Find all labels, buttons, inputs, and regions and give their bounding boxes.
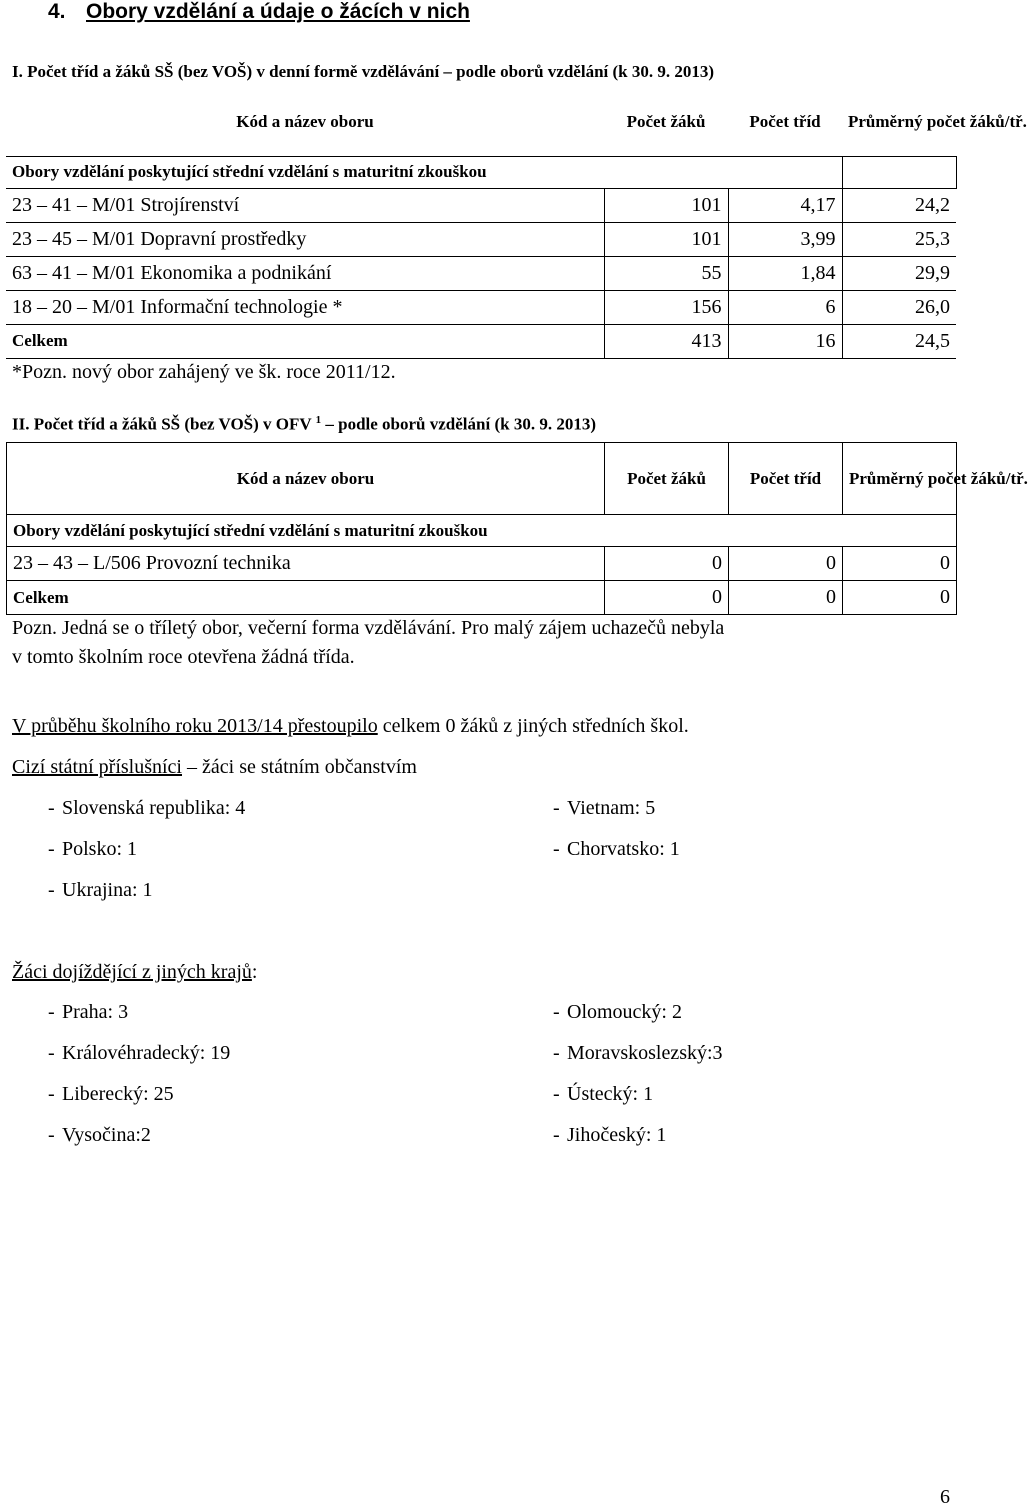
- transfer-text: celkem 0 žáků z jiných středních škol.: [377, 715, 689, 737]
- table2-caption: [12, 414, 596, 435]
- table1-header-classes: Počet tříd: [749, 111, 821, 131]
- table1-cell: 18 – 20 – M/01 Informační technologie *: [6, 290, 604, 324]
- table-row: [7, 547, 957, 581]
- commuters-heading: [12, 961, 257, 984]
- table1-section-empty: [842, 156, 956, 188]
- table1-cell: 4,17: [728, 188, 842, 222]
- table2-cell: 23 – 43 – L/506 Provozní technika: [7, 547, 605, 581]
- table2-cell: 0: [843, 547, 957, 581]
- list-item: - Chorvatsko: 1: [553, 838, 680, 860]
- table1-cell: 101: [604, 222, 728, 256]
- table1-total-cell: 16: [728, 324, 842, 358]
- section-heading: [48, 0, 470, 24]
- table-row: [6, 290, 956, 324]
- table1-cell: 6: [728, 290, 842, 324]
- table1-header-average: Průměrný počet žáků/tř.: [848, 111, 1027, 131]
- list-item: - Vietnam: 5: [553, 797, 656, 819]
- page-number: 6: [940, 1486, 950, 1508]
- table1-total-label: Celkem: [6, 324, 604, 358]
- table2-caption-text: II. Počet tříd a žáků SŠ (bez VOŠ) v OFV: [12, 414, 312, 434]
- table1-cell: 23 – 41 – M/01 Strojírenství: [6, 188, 604, 222]
- table1-cell: 55: [604, 256, 728, 290]
- list-item: - Slovenská republika: 4: [48, 797, 246, 819]
- table1-header-name: Kód a název oboru: [236, 111, 374, 131]
- list-item: - Ústecký: 1: [553, 1083, 654, 1105]
- list-item: - Ukrajina: 1: [48, 879, 153, 901]
- table2-total-cell: 0: [605, 581, 729, 615]
- foreign-heading: [12, 756, 417, 779]
- table1-total-row: [6, 324, 956, 358]
- table2-caption-footnote: 1: [315, 414, 322, 426]
- commuters-label: Žáci dojíždějící z jiných krajů: [12, 961, 252, 983]
- list-item: - Polsko: 1: [48, 838, 138, 860]
- table1-cell: 26,0: [842, 290, 956, 324]
- table1-cell: 29,9: [842, 256, 956, 290]
- commuters-colon: :: [251, 961, 258, 983]
- table2-total-label: Celkem: [7, 581, 605, 615]
- table2-header-students: Počet žáků: [605, 443, 729, 515]
- table1-cell: 156: [604, 290, 728, 324]
- transfer-paragraph: [12, 715, 689, 738]
- table1-total-cell: 413: [604, 324, 728, 358]
- list-item: - Jihočeský: 1: [553, 1124, 667, 1146]
- table1-cell: 63 – 41 – M/01 Ekonomika a podnikání: [6, 256, 604, 290]
- table1-cell: 24,2: [842, 188, 956, 222]
- table2-total-row: [7, 581, 957, 615]
- table1-cell: 25,3: [842, 222, 956, 256]
- table2-total-cell: 0: [729, 581, 843, 615]
- table1-cell: 3,99: [728, 222, 842, 256]
- table1: [6, 88, 1027, 359]
- table1-cell: 23 – 45 – M/01 Dopravní prostředky: [6, 222, 604, 256]
- foreign-label: Cizí státní příslušníci: [12, 756, 182, 778]
- table1-total-cell: 24,5: [842, 324, 956, 358]
- list-item: - Vysočina:2: [48, 1124, 151, 1146]
- list-item: - Liberecký: 25: [48, 1083, 174, 1105]
- table1-cell: 1,84: [728, 256, 842, 290]
- list-item: - Moravskoslezský:3: [553, 1042, 723, 1064]
- foreign-text: – žáci se státním občanstvím: [182, 756, 417, 778]
- table1-cell: 101: [604, 188, 728, 222]
- table1-header-students: Počet žáků: [626, 111, 706, 131]
- table2-caption-tail: – podle oborů vzdělání (k 30. 9. 2013): [321, 414, 596, 434]
- transfer-label: V průběhu školního roku 2013/14 přestoupilo: [12, 715, 378, 737]
- table2-note-line2: v tomto školním roce otevřena žádná třída.: [12, 646, 355, 668]
- table2-header-classes: Počet tříd: [729, 443, 843, 515]
- table2-note-line1: Pozn. Jedná se o tříletý obor, večerní forma vzdělávání. Pro malý zájem uchazečů nebyla: [12, 617, 725, 639]
- list-item: - Olomoucký: 2: [553, 1001, 682, 1023]
- list-item: - Praha: 3: [48, 1001, 129, 1023]
- table2-cell: 0: [605, 547, 729, 581]
- table1-caption: I. Počet tříd a žáků SŠ (bez VOŠ) v denní formě vzdělávání – podle oborů vzdělání (k 30. 9. 2013): [12, 62, 715, 81]
- table1-section-label: Obory vzdělání poskytující střední vzdělání s maturitní zkouškou: [6, 156, 842, 188]
- table2-total-cell: 0: [843, 581, 957, 615]
- table-row: [6, 222, 956, 256]
- section-number: 4.: [48, 0, 66, 23]
- table1-note: *Pozn. nový obor zahájený ve šk. roce 2011/12.: [12, 361, 396, 383]
- table-row: [6, 256, 956, 290]
- section-title: Obory vzdělání a údaje o žácích v nich: [86, 0, 470, 23]
- list-item: - Královéhradecký: 19: [48, 1042, 231, 1064]
- table-row: [6, 188, 956, 222]
- table2-header-name: Kód a název oboru: [7, 443, 605, 515]
- table2: [6, 442, 1028, 615]
- table2-header-average: Průměrný počet žáků/tř.: [843, 443, 957, 515]
- table2-section-label: Obory vzdělání poskytující střední vzdělání s maturitní zkouškou: [7, 515, 957, 547]
- table2-cell: 0: [729, 547, 843, 581]
